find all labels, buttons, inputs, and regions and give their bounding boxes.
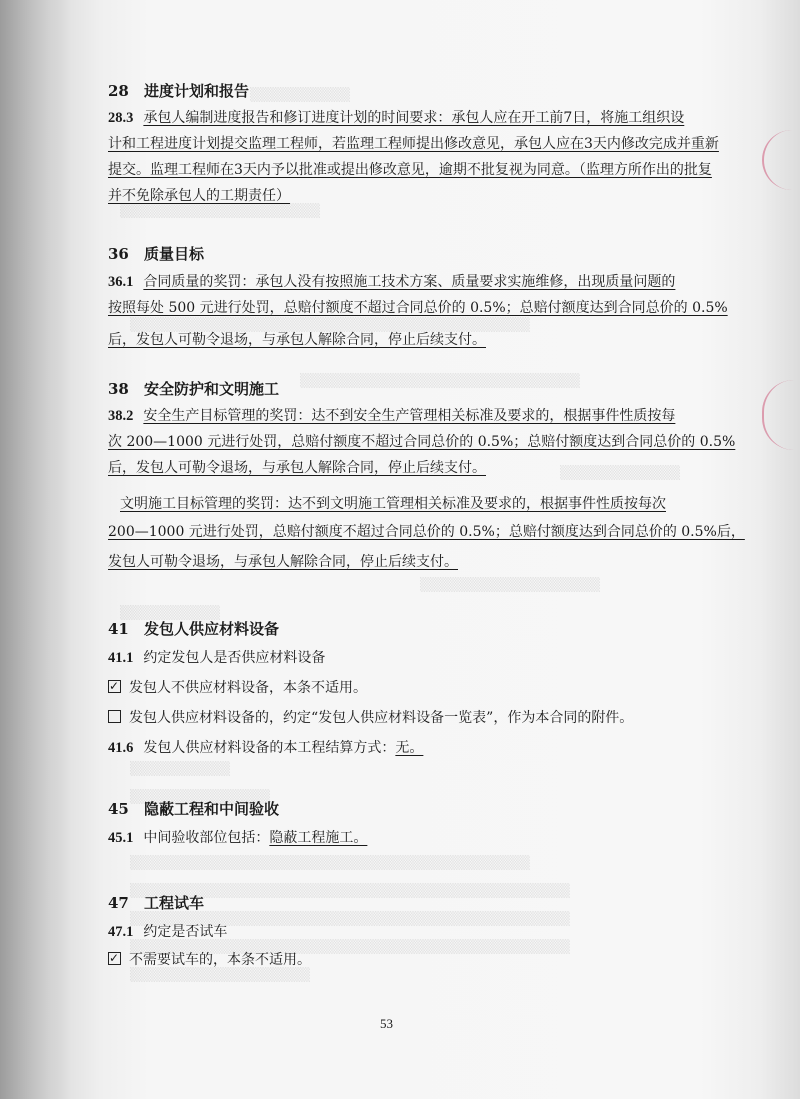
seal-mark xyxy=(762,130,794,190)
bleed-through-text: ▒▒▒▒▒▒▒▒▒▒ xyxy=(120,606,220,621)
bleed-through-text: ▒▒▒▒▒▒▒▒▒▒ xyxy=(130,762,230,777)
option-line xyxy=(108,708,680,728)
seal-mark xyxy=(762,380,794,450)
clause-value: 无。 xyxy=(395,740,424,756)
bleed-through-text: ▒▒▒▒▒▒▒▒▒▒▒▒▒▒▒▒▒▒▒▒▒▒▒▒▒▒▒▒▒▒▒▒▒▒▒▒▒▒▒▒ xyxy=(130,856,530,871)
paragraph-line xyxy=(108,648,680,668)
clause-value: 隐蔽工程施工。 xyxy=(269,830,368,846)
paragraph-line: 计和工程进度计划提交监理工程师，若监理工程师提出修改意见，承包人应在3天内修改完成并重新 xyxy=(108,136,719,152)
paragraph-line xyxy=(120,494,680,514)
section-number: 45 xyxy=(108,800,129,818)
clause-text: 中间验收部位包括： xyxy=(143,830,270,846)
option-label: 不需要试车的，本条不适用。 xyxy=(129,952,311,968)
section-heading xyxy=(108,243,678,264)
clause-text: 发包人供应材料设备的本工程结算方式： xyxy=(143,740,396,756)
clause-number: 41.6 xyxy=(108,740,134,756)
clause-number: 45.1 xyxy=(108,830,134,846)
bleed-through-text: ▒▒▒▒▒▒▒▒▒▒▒▒▒▒▒▒▒▒ xyxy=(130,968,310,983)
paragraph-line xyxy=(108,738,680,758)
option-line xyxy=(108,950,680,970)
paragraph-line xyxy=(108,108,685,128)
option-line xyxy=(108,678,680,698)
clause-number: 47.1 xyxy=(108,924,134,940)
section-heading xyxy=(108,892,678,913)
section-title: 质量目标 xyxy=(144,245,205,263)
clause-text: 合同质量的奖罚：承包人没有按照施工技术方案、质量要求实施维修，出现质量问题的 xyxy=(143,274,676,290)
clause-text: 安全生产目标管理的奖罚：达不到安全生产管理相关标准及要求的，根据事件性质按每 xyxy=(143,408,676,424)
page-number: 53 xyxy=(380,1016,393,1031)
checkbox-checked-icon[interactable] xyxy=(108,680,121,693)
clause-text: 文明施工目标管理的奖罚：达不到文明施工管理相关标准及要求的，根据事件性质按每次 xyxy=(120,496,666,512)
clause-number: 41.1 xyxy=(108,650,134,666)
section-number: 38 xyxy=(108,380,129,398)
checkbox-checked-icon[interactable] xyxy=(108,952,121,965)
paragraph-line xyxy=(108,272,680,292)
clause-number: 36.1 xyxy=(108,274,134,290)
section-title: 安全防护和文明施工 xyxy=(144,380,280,398)
bleed-through-text: ▒▒▒▒▒▒▒▒▒▒▒▒▒▒▒▒▒▒▒▒▒▒▒▒▒▒▒▒▒▒▒▒▒▒▒▒▒▒▒▒ xyxy=(130,318,530,333)
paragraph-line: 发包人可勒令退场，与承包人解除合同，停止后续支付。 xyxy=(108,554,458,570)
paragraph-line: 提交。监理工程师在3天内予以批准或提出修改意见，逾期不批复视为同意。（监理方所作出的批复 xyxy=(108,162,712,178)
section-title: 发包人供应材料设备 xyxy=(144,620,280,638)
clause-number: 28.3 xyxy=(108,110,134,126)
paragraph-line: 并不免除承包人的工期责任） xyxy=(108,188,290,204)
paragraph-line xyxy=(108,922,680,942)
binding-shadow xyxy=(0,0,70,1099)
bleed-through-text: ▒▒▒▒▒▒▒▒▒▒▒▒▒▒ xyxy=(130,790,270,805)
paragraph-line: 按照每处 500 元进行处罚，总赔付额度不超过合同总价的 0.5%；总赔付额度达到合同总价的 0.5% xyxy=(108,300,728,316)
paragraph-line: 200—1000 元进行处罚，总赔付额度不超过合同总价的 0.5%；总赔付额度达到合同总价的 0.5%后， xyxy=(108,524,745,540)
bleed-through-text: ▒▒▒▒▒▒▒▒▒▒▒▒▒▒▒▒▒▒▒▒▒▒▒▒▒▒▒▒ xyxy=(300,374,580,389)
clause-text: 约定是否试车 xyxy=(143,924,228,940)
bleed-through-text: ▒▒▒▒▒▒▒▒▒▒▒▒▒▒▒▒▒▒▒▒▒▒▒▒▒▒▒▒▒▒▒▒▒▒▒▒▒▒▒▒▒▒▒▒ xyxy=(130,912,570,927)
section-heading xyxy=(108,378,678,399)
bleed-through-text: ▒▒▒▒▒▒▒▒▒▒▒▒ xyxy=(560,466,680,481)
checkbox-empty-icon[interactable] xyxy=(108,710,121,723)
paragraph-line xyxy=(108,828,680,848)
section-title: 工程试车 xyxy=(144,894,205,912)
bleed-through-text: ▒▒▒▒▒▒▒▒▒▒▒▒▒▒▒▒▒▒▒▒▒▒▒▒▒▒▒▒▒▒▒▒▒▒▒▒▒▒▒▒▒▒▒▒ xyxy=(130,940,570,955)
clause-number: 38.2 xyxy=(108,408,134,424)
bleed-through-text: ▒▒▒▒▒▒▒▒▒▒▒▒▒▒▒▒▒▒▒▒▒▒▒▒▒▒▒▒▒▒▒▒▒▒▒▒▒▒▒▒▒▒▒▒ xyxy=(130,884,570,899)
paragraph-line: 后，发包人可勒令退场，与承包人解除合同，停止后续支付。 xyxy=(108,332,486,348)
section-number: 28 xyxy=(108,82,129,100)
section-heading xyxy=(108,80,678,101)
option-label: 发包人不供应材料设备，本条不适用。 xyxy=(129,680,367,696)
section-title: 隐蔽工程和中间验收 xyxy=(144,800,280,818)
section-number: 47 xyxy=(108,894,129,912)
bleed-through-text: ▒▒▒▒▒▒▒▒▒▒▒▒▒▒▒▒▒▒▒▒ xyxy=(120,204,320,219)
paragraph-line: 后，发包人可勒令退场，与承包人解除合同，停止后续支付。 xyxy=(108,460,486,476)
option-label: 发包人供应材料设备的，约定“发包人供应材料设备一览表”，作为本合同的附件。 xyxy=(129,710,634,726)
section-number: 36 xyxy=(108,245,129,263)
section-title: 进度计划和报告 xyxy=(144,82,250,100)
clause-text: 约定发包人是否供应材料设备 xyxy=(143,650,326,666)
section-heading xyxy=(108,618,678,639)
bleed-through-text: ▒▒▒▒▒▒▒▒▒▒ xyxy=(250,88,350,103)
paragraph-line: 次 200—1000 元进行处罚，总赔付额度不超过合同总价的 0.5%；总赔付额度达到合同总价的 0.5% xyxy=(108,434,736,450)
section-heading xyxy=(108,798,678,819)
clause-text: 承包人编制进度报告和修订进度计划的时间要求：承包人应在开工前7日，将施工组织设 xyxy=(143,110,685,126)
paragraph-line xyxy=(108,406,680,426)
section-number: 41 xyxy=(108,620,129,638)
bleed-through-text: ▒▒▒▒▒▒▒▒▒▒▒▒▒▒▒▒▒▒ xyxy=(420,578,600,593)
